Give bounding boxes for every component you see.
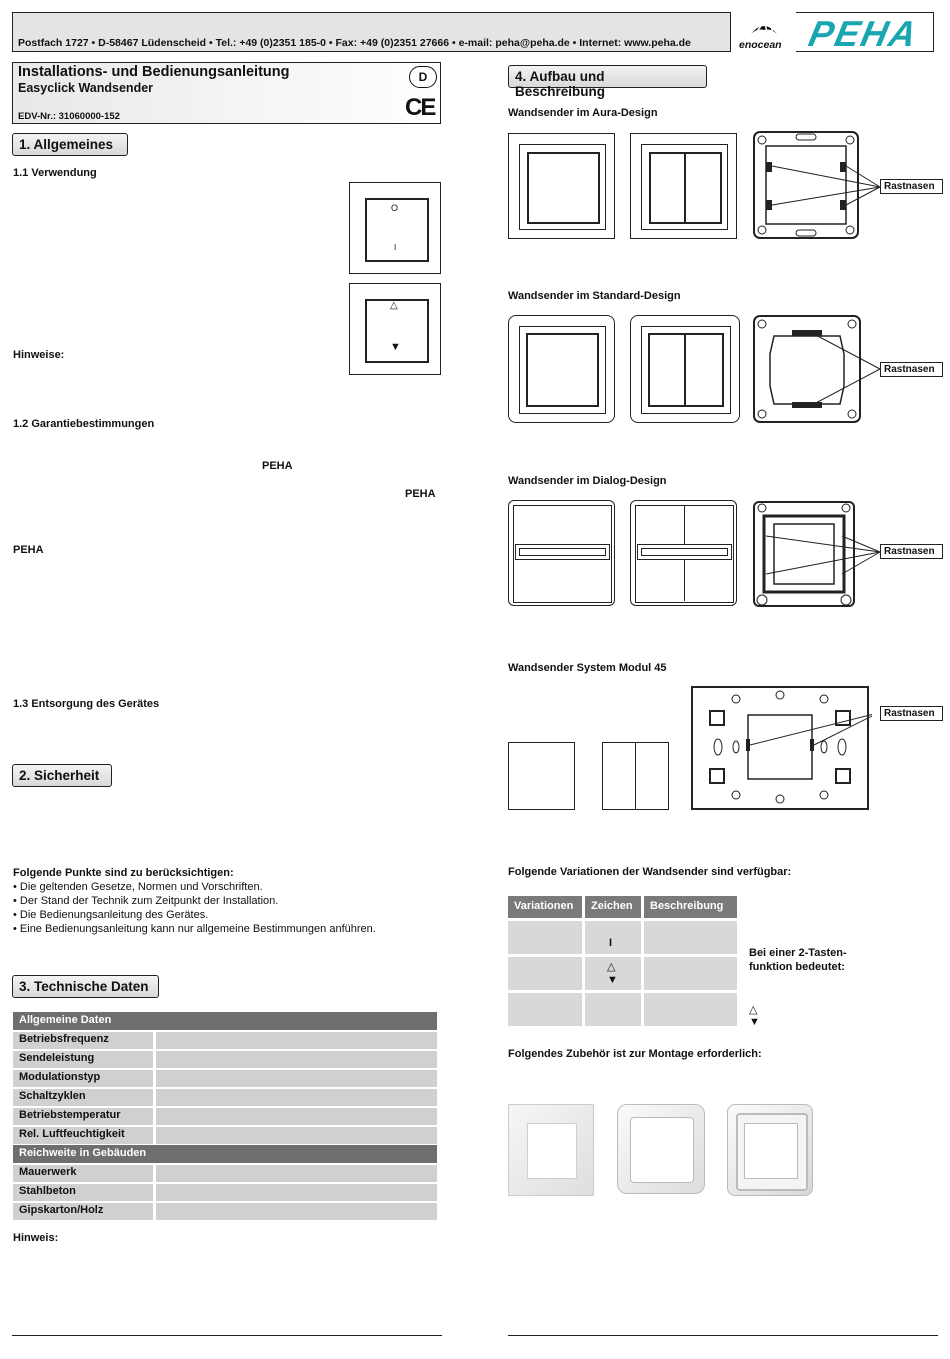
document-title: Installations- und Bedienungsanleitung [18, 64, 290, 80]
frame-aura-photo [508, 1104, 594, 1196]
aura-single-switch [508, 133, 615, 239]
symbol-down: ▼ [749, 1016, 760, 1028]
brand-mention-3: PEHA [13, 544, 44, 556]
subheading-aura: Wandsender im Aura-Design [508, 107, 658, 119]
section-heading-sicherheit: 2. Sicherheit [12, 764, 112, 787]
symbol-up: △ [749, 1004, 758, 1016]
table-row: Schaltzyklen [13, 1089, 437, 1106]
table-cell [644, 921, 737, 954]
side-note-line: funktion bedeutet: [749, 961, 845, 973]
table-cell [585, 921, 641, 954]
table-cell [585, 993, 641, 1026]
section-heading-allgemeines: 1. Allgemeines [12, 133, 128, 156]
subheading-standard: Wandsender im Standard-Design [508, 290, 681, 302]
table-row: Betriebstemperatur [13, 1108, 437, 1125]
edv-number: EDV-Nr.: 31060000-152 [18, 111, 120, 122]
side-note-line: Bei einer 2-Tasten- [749, 947, 847, 959]
point-item: • Die Bedienungsanleitung des Gerätes. [13, 909, 209, 921]
table-row: Mauerwerk [13, 1165, 437, 1182]
table-group-header: Allgemeine Daten [13, 1012, 437, 1030]
brand-mention-1: PEHA [262, 460, 293, 472]
label-hinweise: Hinweise: [13, 349, 65, 361]
peha-logo [796, 12, 934, 52]
footer-rule-left [12, 1335, 442, 1336]
zubehoer-title: Folgendes Zubehör ist zur Montage erforderlich: [508, 1048, 762, 1060]
standard-single-switch [508, 315, 615, 423]
point-item: • Eine Bedienungsanleitung kann nur allgemeine Bestimmungen anführen. [13, 923, 376, 935]
zeichen-header: Zeichen [585, 896, 641, 918]
country-badge: D [409, 66, 437, 88]
subheading-dialog: Wandsender im Dialog-Design [508, 475, 667, 487]
symbol-on: I [394, 243, 397, 252]
subheading-modul45: Wandsender System Modul 45 [508, 662, 667, 674]
symbol-down: ▼ [607, 974, 618, 986]
table-cell [508, 993, 582, 1026]
table-cell [508, 957, 582, 990]
table-cell [508, 921, 582, 954]
frame-dialog-photo [727, 1104, 813, 1196]
switch-onoff-illustration [349, 182, 441, 274]
contact-address: Postfach 1727 • D-58467 Lüdenscheid • Tel.: +49 (0)2351 185-0 • Fax: +49 (0)2351 27666 • e-mail: peha@peha.de • Internet: www.peha.de [18, 37, 691, 49]
label-rastnasen: Rastnasen [880, 362, 943, 377]
variations-title: Folgende Variationen der Wandsender sind verfügbar: [508, 866, 792, 878]
standard-double-switch [630, 315, 740, 423]
subheading-garantie: 1.2 Garantiebestimmungen [13, 418, 155, 430]
table-cell [644, 957, 737, 990]
table-row: Rel. Luftfeuchtigkeit [13, 1127, 437, 1144]
switch-updown-illustration [349, 283, 441, 375]
aura-double-switch [630, 133, 737, 239]
table-row: Betriebsfrequenz [13, 1032, 437, 1049]
label-rastnasen: Rastnasen [880, 544, 943, 559]
section-heading-aufbau: 4. Aufbau und Beschreibung [508, 65, 707, 88]
enocean-logo [730, 12, 797, 52]
label-rastnasen: Rastnasen [880, 179, 943, 194]
table-row: Sendeleistung [13, 1051, 437, 1068]
table-row: Stahlbeton [13, 1184, 437, 1201]
ce-mark: CE [405, 94, 435, 121]
table-row: Gipskarton/Holz [13, 1203, 437, 1220]
enocean-label: enocean [739, 39, 782, 51]
peha-logo-text: PEHA [805, 13, 922, 51]
subheading-verwendung: 1.1 Verwendung [13, 167, 97, 179]
modul45-mounting-plate [690, 685, 872, 811]
modul45-double-switch [602, 742, 669, 810]
symbol-down: ▼ [390, 341, 401, 353]
points-title: Folgende Punkte sind zu berücksichtigen: [13, 867, 234, 879]
modul45-single-switch [508, 742, 575, 810]
symbol-up: △ [390, 300, 398, 311]
variations-header: Variationen [508, 896, 582, 918]
brand-mention-2: PEHA [405, 488, 436, 500]
point-item: • Der Stand der Technik zum Zeitpunkt der Installation. [13, 895, 279, 907]
peha-logo-graphic [796, 13, 932, 51]
enocean-icon [731, 12, 797, 52]
beschreibung-header: Beschreibung [644, 896, 737, 918]
footer-rule-right [508, 1335, 938, 1336]
subheading-entsorgung: 1.3 Entsorgung des Gerätes [13, 698, 160, 710]
dialog-single-switch [508, 500, 615, 606]
point-item: • Die geltenden Gesetze, Normen und Vorschriften. [13, 881, 263, 893]
section-heading-technische-daten: 3. Technische Daten [12, 975, 159, 998]
symbol-off: O [391, 203, 399, 213]
table-group-header: Reichweite in Gebäuden [13, 1145, 437, 1163]
symbol-up: △ [607, 961, 616, 973]
label-rastnasen: Rastnasen [880, 706, 943, 721]
symbol-on: I [609, 937, 613, 949]
label-hinweis: Hinweis: [13, 1232, 59, 1244]
table-cell [644, 993, 737, 1026]
frame-standard-photo [617, 1104, 705, 1194]
dialog-double-switch [630, 500, 737, 606]
document-subtitle: Easyclick Wandsender [18, 81, 154, 95]
table-row: Modulationstyp [13, 1070, 437, 1087]
